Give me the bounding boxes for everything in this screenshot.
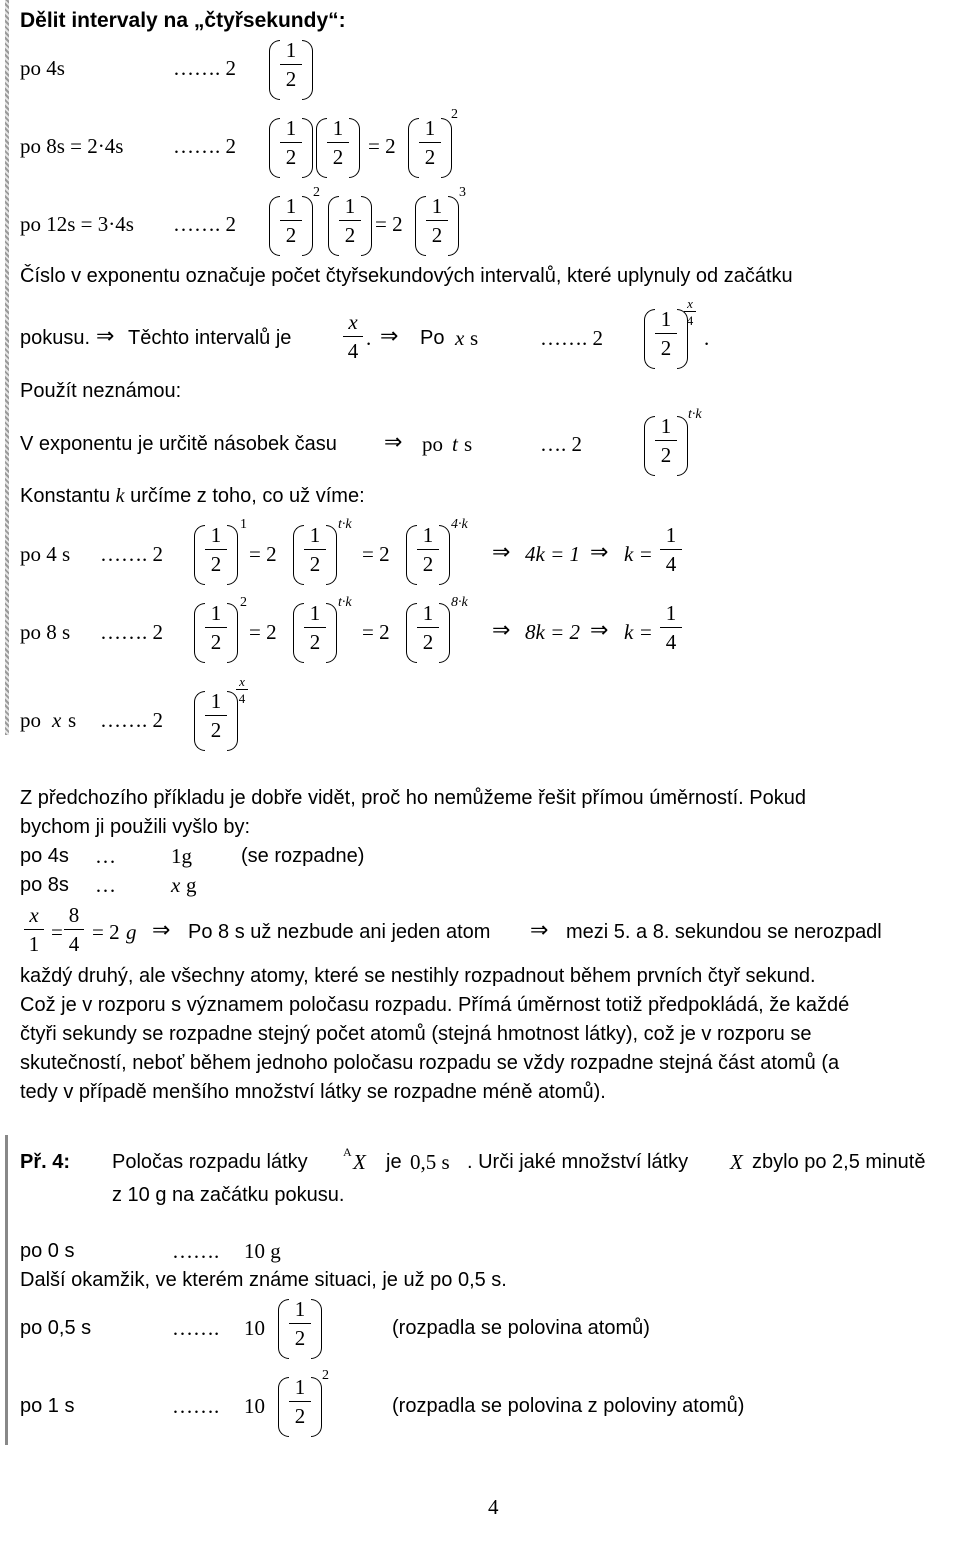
exponent-x-over-4: x 4	[236, 675, 248, 705]
implies-arrow: ⇒	[96, 324, 115, 349]
prop-dots: …	[95, 844, 116, 868]
result-eq: 8k = 2	[525, 620, 580, 644]
row-dots: ……. 2	[100, 542, 163, 566]
fraction-half: 1 2	[280, 196, 302, 246]
row-value: 10	[244, 1394, 265, 1418]
fraction-8-over-4: 8 4	[64, 905, 84, 955]
close-paren	[326, 603, 337, 663]
text-line: skutečností, neboť během jednoho poločasu rozpadu se vždy rozpadne stejná část atomů (a	[20, 1052, 840, 1074]
fraction-half: 1 2	[417, 603, 439, 653]
equals-two: = 2	[249, 620, 277, 644]
row-label: po 1 s	[20, 1395, 75, 1417]
fraction-half: 1 2	[205, 525, 227, 575]
example-text-line2: z 10 g na začátku pokusu.	[112, 1184, 345, 1206]
exponent-tk: t·k	[338, 595, 352, 610]
half-life-value: 0,5 s	[410, 1150, 450, 1174]
close-paren	[302, 118, 313, 178]
result-k: k =	[624, 620, 653, 644]
example-text: Poločas rozpadu látky	[112, 1151, 308, 1173]
open-paren	[194, 525, 205, 585]
close-paren	[441, 118, 452, 178]
equals-two: = 2	[362, 620, 390, 644]
open-paren	[278, 1299, 289, 1359]
implies-arrow: ⇒	[492, 618, 511, 643]
intervals-text: pokusu.	[20, 327, 91, 349]
example-text: je	[386, 1151, 402, 1173]
text-line: tedy v případě menšího množství látky se rozpadne méně atomů).	[20, 1081, 606, 1103]
prop-note: (se rozpadne)	[241, 845, 365, 867]
open-paren	[644, 309, 655, 369]
fraction-quarter: 1 4	[660, 603, 682, 653]
example-text: . Urči jaké množství látky	[467, 1151, 689, 1173]
variable-x: x	[52, 708, 62, 732]
section-heading: Dělit intervaly na „čtyřsekundy“:	[20, 9, 346, 32]
exponent-tk: t·k	[338, 517, 352, 532]
close-paren	[448, 196, 459, 256]
text-line: bychom ji použili vyšlo by:	[20, 816, 251, 838]
equals-two: = 2	[92, 920, 120, 944]
close-paren	[302, 40, 313, 100]
open-paren	[278, 1377, 289, 1437]
fraction-half: 1 2	[205, 691, 227, 741]
exponent: 2	[451, 107, 458, 122]
exponent: 2	[313, 185, 320, 200]
text-line: čtyři sekundy se rozpadne stejný počet atomů (stejná hmotnost látky), což je v rozporu se	[20, 1023, 812, 1045]
fraction-quarter: 1 4	[660, 525, 682, 575]
implies-arrow: ⇒	[530, 918, 549, 943]
prop-label: po 4s	[20, 845, 69, 867]
exponent: 1	[240, 517, 247, 532]
close-paren	[677, 416, 688, 476]
row-dots: ……. 2	[173, 134, 236, 158]
po-text: Po	[420, 327, 445, 349]
example-label: Př. 4:	[20, 1151, 71, 1173]
fraction-half: 1 2	[289, 1299, 311, 1349]
open-paren	[408, 118, 419, 178]
unit-s: s	[464, 432, 473, 456]
fraction-half: 1 2	[655, 309, 677, 359]
fraction-half: 1 2	[304, 525, 326, 575]
period: .	[366, 326, 372, 350]
close-paren	[227, 603, 238, 663]
implies-arrow: ⇒	[590, 618, 609, 643]
equals-two: = 2	[375, 212, 403, 236]
row-value: 10 g	[244, 1239, 281, 1263]
konstantu-line	[20, 486, 365, 506]
fraction-half: 1 2	[280, 40, 302, 90]
variable-x: x	[455, 326, 465, 350]
variable-x: x	[171, 873, 181, 897]
text-line: Což je v rozporu s významem poločasu rozpadu. Přímá úměrnost totiž předpokládá, že každé	[20, 994, 850, 1016]
open-paren	[406, 525, 417, 585]
close-paren	[326, 525, 337, 585]
implies-arrow: ⇒	[384, 430, 403, 455]
equals-two: = 2	[249, 542, 277, 566]
period: .	[704, 326, 710, 350]
open-paren	[194, 691, 205, 751]
text-line: Z předchozího příkladu je dobře vidět, proč ho nemůžeme řešit přímou úměrností. Pokud	[20, 787, 806, 809]
open-paren	[415, 196, 426, 256]
row-dots: ……. 2	[173, 212, 236, 236]
exponent-note: Číslo v exponentu označuje počet čtyřsekundových intervalů, které uplynuly od začátku	[20, 265, 793, 287]
po-text: po	[422, 432, 443, 456]
row-label: po 8 s	[20, 620, 71, 644]
prop-dots: …	[95, 873, 116, 897]
row-label: po 4s	[20, 56, 65, 80]
exponent: 3	[459, 185, 466, 200]
fraction-half: 1 2	[280, 118, 302, 168]
row-value: 10	[244, 1316, 265, 1340]
close-paren	[227, 525, 238, 585]
konstantu-pre: Konstantu	[20, 485, 111, 507]
row-label: po 4 s	[20, 542, 71, 566]
page-number: 4	[488, 1495, 499, 1519]
implies-arrow: ⇒	[492, 540, 511, 565]
exponent-4k: 4·k	[451, 517, 468, 532]
variable-k: k	[115, 485, 125, 507]
row-note: (rozpadla se polovina z poloviny atomů)	[392, 1395, 745, 1417]
fraction-half: 1 2	[304, 603, 326, 653]
open-paren	[269, 196, 280, 256]
prop-value: 1g	[171, 844, 192, 868]
open-paren	[269, 118, 280, 178]
fraction-half: 1 2	[339, 196, 361, 246]
prop-eq-text: Po 8 s už nezbude ani jeden atom	[188, 921, 491, 943]
open-paren	[316, 118, 327, 178]
paragraph-direct-proportion	[20, 784, 955, 842]
element-X: X	[730, 1150, 743, 1174]
exponent: 2	[240, 595, 247, 610]
open-paren	[293, 525, 304, 585]
row-label: po 12s = 3·4s	[20, 212, 134, 236]
unit-g: g	[126, 920, 137, 944]
paragraph-contradiction	[20, 962, 955, 1107]
row-label: po 0,5 s	[20, 1317, 92, 1339]
result-k: k =	[624, 542, 653, 566]
row-dots: ……. 2	[100, 708, 163, 732]
close-paren	[361, 196, 372, 256]
row-dots: …. 2	[540, 432, 582, 456]
open-paren	[644, 416, 655, 476]
prop-eq-text: mezi 5. a 8. sekundou se nerozpadl	[566, 921, 882, 943]
konstantu-post: určíme z toho, co už víme:	[130, 485, 365, 507]
open-paren	[269, 40, 280, 100]
close-paren	[302, 196, 313, 256]
unit-s: s	[68, 708, 77, 732]
text-line: každý druhý, ale všechny atomy, které se nestihly rozpadnout během prvních čtyř sekund.	[20, 965, 816, 987]
fraction-half: 1 2	[205, 603, 227, 653]
close-paren	[439, 603, 450, 663]
open-paren	[406, 603, 417, 663]
fraction-half: 1 2	[417, 525, 439, 575]
exponent-x-over-4: x 4	[684, 297, 696, 327]
fraction-half: 1 2	[289, 1377, 311, 1427]
unit-g: g	[186, 873, 197, 897]
left-margin-rule	[5, 0, 9, 735]
equals-two: = 2	[368, 134, 396, 158]
exponent-8k: 8·k	[451, 595, 468, 610]
row-label: po	[20, 708, 41, 732]
fraction-x-over-4: x 4	[343, 312, 363, 362]
element-X: X	[353, 1150, 366, 1174]
implies-arrow: ⇒	[152, 918, 171, 943]
unit-s: s	[470, 326, 479, 350]
exponent-tk: t·k	[688, 407, 702, 422]
variable-t: t	[452, 432, 458, 456]
row-dots: ……. 2	[540, 326, 603, 350]
fraction-x-over-1: x 1	[24, 905, 44, 955]
fraction-half: 1 2	[426, 196, 448, 246]
row-label: po 0 s	[20, 1240, 75, 1262]
isotope-mass-number: A	[343, 1145, 352, 1159]
intervals-text: Těchto intervalů je	[128, 327, 292, 349]
open-paren	[194, 603, 205, 663]
close-paren	[349, 118, 360, 178]
fraction-half: 1 2	[327, 118, 349, 168]
implies-arrow: ⇒	[380, 324, 399, 349]
row-dots: ……. 2	[100, 620, 163, 644]
exponent-time-text: V exponentu je určitě násobek času	[20, 433, 337, 455]
open-paren	[293, 603, 304, 663]
implies-arrow: ⇒	[590, 540, 609, 565]
row-dots: …….	[172, 1394, 220, 1418]
close-paren	[439, 525, 450, 585]
next-moment-text: Další okamžik, ve kterém známe situaci, je už po 0,5 s.	[20, 1269, 507, 1291]
row-dots: …….	[172, 1239, 220, 1263]
prop-label: po 8s	[20, 874, 69, 896]
result-eq: 4k = 1	[525, 542, 580, 566]
close-paren	[311, 1377, 322, 1437]
row-label: po 8s = 2·4s	[20, 134, 124, 158]
row-dots: …….	[172, 1316, 220, 1340]
exponent: 2	[322, 1368, 329, 1383]
example-margin-rule	[5, 1135, 8, 1445]
fraction-half: 1 2	[655, 416, 677, 466]
equals-sign: =	[51, 920, 63, 944]
equals-two: = 2	[362, 542, 390, 566]
open-paren	[328, 196, 339, 256]
close-paren	[311, 1299, 322, 1359]
example-text: zbylo po 2,5 minutě	[752, 1151, 926, 1173]
fraction-half: 1 2	[419, 118, 441, 168]
row-note: (rozpadla se polovina atomů)	[392, 1317, 650, 1339]
row-dots: ……. 2	[173, 56, 236, 80]
use-unknown-heading: Použít neznámou:	[20, 380, 182, 402]
